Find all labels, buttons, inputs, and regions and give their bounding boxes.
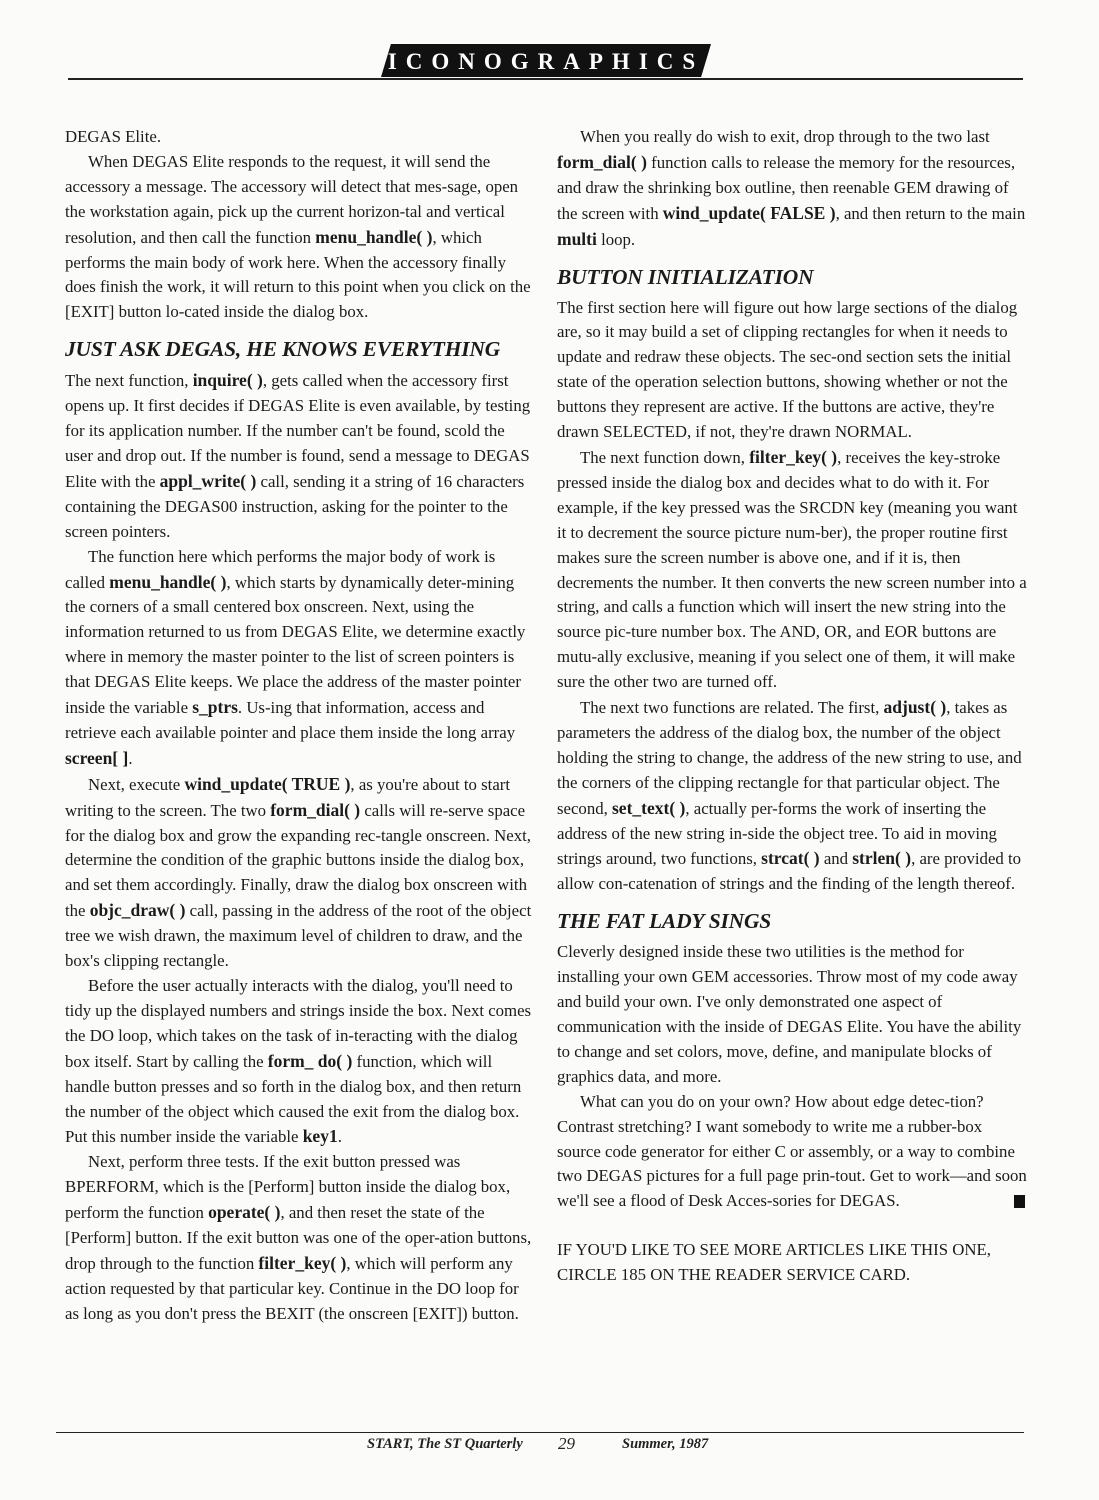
header-rule: [68, 78, 1023, 80]
code-term: filter_key( ): [749, 446, 838, 467]
spacer: [557, 1214, 1027, 1238]
code-term: strlen( ): [852, 848, 912, 869]
code-term: inquire( ): [192, 370, 263, 391]
right-column: [557, 125, 1027, 1288]
code-term: filter_key( ): [258, 1252, 347, 1273]
code-term: wind_update( FALSE ): [662, 202, 836, 223]
subheading: BUTTON INITIALIZATION: [557, 264, 814, 289]
paragraph: The function here which performs the major body of work is called menu_handle( ), which starts by dynamically deter-mining the corners of a small centered box onscreen. Next, using the information returned to us from DEGAS Elite, we determine exactly where in memory the master pointer to the list of screen pointers is that DEGAS Elite keeps. We place the address of the master pointer inside the variable s_ptrs. Us-ing that information, access and retrieve each available pointer and place them inside the long array screen[ ].: [65, 546, 526, 768]
code-term: wind_update( TRUE ): [184, 773, 351, 794]
code-term: menu_handle( ): [109, 571, 227, 592]
subheading: THE FAT LADY SINGS: [557, 909, 772, 934]
magazine-name: START, The ST Quarterly: [367, 1436, 523, 1452]
end-of-article-mark: [1014, 1195, 1025, 1208]
paragraph: The next two functions are related. The first, adjust( ), takes as parameters the address of the dialog box, the number of the object holding the string to change, the address of the new string to use, and the corners of the clipping rectangle for that particular object. The second, set_text( ), actually per-forms the work of inserting the address of the new string in-side the object tree. To aid in moving strings around, two functions, strcat( ) and strlen( ), are provided to allow con-catenation of strings and the finding of the length thereof.: [557, 697, 1022, 894]
paragraph: Next, execute wind_update( TRUE ), as you're about to start writing to the screen. The two form_dial( ) calls will re-serve space for the dialog box and grow the expanding rec-tangle onscreen. Next, determine the condition of the graphic buttons inside the dialog box, and set them accordingly. Finally, draw the dialog box onscreen with the objc_draw( ) call, passing in the address of the root of the object tree we wish drawn, the maximum level of children to draw, and the box's clipping rectangle.: [65, 773, 532, 971]
code-term: s_ptrs: [192, 697, 238, 718]
code-term: form_dial( ): [557, 151, 647, 172]
paragraph: When you really do wish to exit, drop through to the two last form_dial( ) function calls to release the memory for the resources, and draw the shrinking box outline, then reenable GEM drawing of the screen with wind_update( FALSE ), and then return to the main multi loop.: [557, 127, 1026, 249]
code-term: adjust( ): [883, 697, 947, 718]
page-number: 29: [558, 1434, 575, 1453]
paragraph: The next function down, filter_key( ), receives the key-stroke pressed inside the dialog box and decides what to do with it. For example, if the key pressed was the SRCDN key (meaning you want it to decrement the source picture num-ber), the proper routine first makes sure the screen number is above one, and if it is, then decrements the number. It then converts the new screen number into a string, and calls a function which will insert the new string into the source pic-ture number box. The AND, OR, and EOR buttons are mutu-ally exclusive, meaning if you select one of them, it will make sure the other two are turned off.: [557, 446, 1027, 692]
code-term: strcat( ): [761, 848, 820, 869]
issue-date: Summer, 1987: [622, 1436, 709, 1452]
left-column: [65, 125, 533, 1327]
subheading: JUST ASK DEGAS, HE KNOWS EVERYTHING: [65, 337, 501, 362]
paragraph: The first section here will figure out how large sections of the dialog are, so it may build a set of clipping rectangles for when it needs to update and redraw these objects. The sec-ond section sets the initial state of the operation selection buttons, showing whether or not the buttons they represent are active. If the buttons are active, they're drawn SELECTED, if not, they're drawn NORMAL.: [557, 297, 1018, 442]
code-term: multi: [557, 228, 597, 249]
paragraph: Next, perform three tests. If the exit button pressed was BPERFORM, which is the [Perform] button inside the dialog box, perform the function operate( ), and then reset the state of the [Perform] button. If the exit button was one of the oper-ation buttons, drop through to the function filter_key( ), which will perform any action requested by that particular key. Continue in the DO loop for as long as you don't press the BEXIT (the onscreen [EXIT]) button.: [65, 1152, 532, 1323]
paragraph: When DEGAS Elite responds to the request, it will send the accessory a message. The accessory will detect that mes-sage, open the workstation again, pick up the current horizon-tal and vertical resolution, and then call the function menu_handle( ), which performs the main body of work here. When the accessory finally does finish the work, it will return to this point when you click on the [EXIT] button lo-cated inside the dialog box.: [65, 151, 531, 322]
paragraph: Before the user actually interacts with the dialog, you'll need to tidy up the displayed numbers and strings inside the box. Next comes the DO loop, which takes on the task of in-teracting with the dialog box itself. Start by calling the form_ do( ) function, which will handle button presses and so forth in the dialog box, and then return the number of the object which caused the exit from the dialog box. Put this number inside the variable key1.: [65, 976, 532, 1147]
paragraph: DEGAS Elite.: [65, 127, 162, 146]
reader-service-note: IF YOU'D LIKE TO SEE MORE ARTICLES LIKE THIS ONE, CIRCLE 185 ON THE READER SERVICE CARD.: [557, 1240, 991, 1285]
code-term: screen[ ]: [65, 747, 129, 768]
footer-rule: [56, 1432, 1024, 1433]
code-term: objc_draw( ): [89, 900, 186, 921]
code-term: form_ do( ): [267, 1050, 353, 1071]
paragraph: Cleverly designed inside these two utilities is the method for installing your own GEM accessories. Throw most of my code away and build your own. I've only demonstrated one aspect of communication with the inside of DEGAS Elite. You have the ability to change and set colors, move, define, and manipulate blocks of graphics data, and more.: [557, 942, 1022, 1086]
section-title: ICONOGRAPHICS: [387, 49, 705, 74]
paragraph: The next function, inquire( ), gets called when the accessory first opens up. It first decides if DEGAS Elite is even available, by testing for its application number. If the number can't be found, scold the user and drop out. If the number is found, send a message to DEGAS Elite with the appl_write( ) call, sending it a string of 16 characters containing the DEGAS00 instruction, asking for the pointer to the screen pointers.: [65, 370, 531, 541]
code-term: set_text( ): [612, 797, 686, 818]
code-term: form_dial( ): [270, 799, 361, 820]
code-term: operate( ): [208, 1202, 281, 1223]
paragraph: What can you do on your own? How about edge detec-tion? Contrast stretching? I want somebody to write me a rubber-box source code generator for either C or assembly, or a way to combine two DEGAS pictures for a full page prin-tout. Get to work—and soon we'll see a flood of Desk Acces-sories for DEGAS.: [557, 1091, 1027, 1211]
code-term: menu_handle( ): [315, 226, 433, 247]
code-term: appl_write( ): [159, 470, 257, 491]
code-term: key1: [302, 1126, 338, 1147]
